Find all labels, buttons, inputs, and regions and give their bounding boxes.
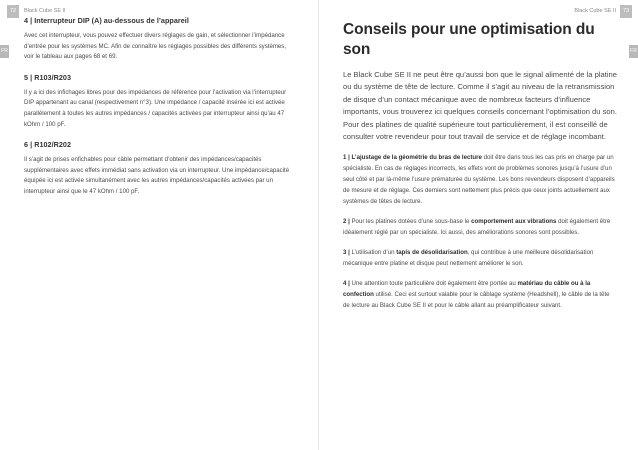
tip-keyword: comportement aux vibrations xyxy=(471,218,557,226)
section-heading-r102: 6 | R102/R202 xyxy=(24,140,72,150)
tip-keyword: L’ajustage de la géométrie du bras de lecture xyxy=(351,154,482,162)
tip-text: , qui contribue à une meilleure désolidarisation mécanique entre platine et disque peut nettement améliorer le son. xyxy=(343,249,594,268)
tip-lead: Pour les platines dotées d’une sous-base le xyxy=(349,218,472,226)
section-body-r102: Il s’agit de prises enfichables pour câble permettant d’obtenir des impédances/capacités supplémentaires avec effets immédiat sans activation via un interrupteur. Une impédance/capacité équipée ici est activée simultanément avec les autres impédances/capacités activées par un interrupteur ainsi que le 47 kOhm / 100 pF. xyxy=(24,156,290,195)
tip-lead: L’utilisation d’un xyxy=(349,249,397,257)
left-column xyxy=(24,16,294,198)
right-page xyxy=(319,0,638,450)
running-title-left: Black Cube SE II xyxy=(24,8,66,14)
tip-keyword: tapis de désolidarisation xyxy=(396,249,468,257)
tip-text: doit également être idéalement réglé par un spécialiste. Ici aussi, des améliorations sonores sont possibles. xyxy=(343,218,611,237)
tip-lead: Une attention toute particulière doit également être portée au xyxy=(349,280,518,288)
tip-number: 2 | xyxy=(343,218,350,226)
page-number-left: 72 xyxy=(7,5,19,18)
section-body-r103: Il y a ici des infichages libres pour des impédances de référence pour l’activation via l’interrupteur DIP appartenant au canal (respectivement n°3). Une impédance / capacité insérée ici est activée parallèlement à toutes les autres impédances / capacités activées par interrupteur ainsi qu’au 47 kOhm / 100 pF. xyxy=(24,88,287,128)
tip-item-1 xyxy=(343,152,617,207)
tip-item-3 xyxy=(343,247,617,269)
language-tab-right: FR xyxy=(629,45,638,58)
tip-item-2 xyxy=(343,216,617,238)
tip-text: doit être dans tous les cas pris en charge par un spécialiste. En cas de réglages incorrects, les effets vont de problèmes sonores jusqu’à l’usure d’un seul côté et par là-même l’usure prématurée du système. Les bons revendeurs disposent d’appareils de mesure et de réglage. Ces derniers sont nettement plus précis que ceux joints actuellement aux systèmes de têtes de lecture. xyxy=(343,154,615,206)
page-title: Conseils pour une optimisation du son xyxy=(343,21,595,58)
intro-paragraph: Le Black Cube SE II ne peut être qu’aussi bon que le signal alimenté de la platine ou du système de tête de lecture. Comme il s’agit au niveau de la retransmission de disque d’un contact mécanique avec de nombreux facteurs d’influence importants, vous trouverez ici quelques conseils concernant l’optimisation du son. Pour des platines de qualité supérieure tout particulièrement, il est conseillé de consulter votre revendeur pour tout travail de service et de réglage incombant. xyxy=(343,70,617,142)
section-body-dip-switch: Avec cet interrupteur, vous pouvez effectuer divers réglages de gain, et sélectionner l’impédance d’entrée pour les systèmes MC. Afin de connaître les réglages possibles des différents systèmes, voir le tableau aux pages 68 et 69. xyxy=(24,32,287,61)
tip-number: 3 | xyxy=(343,249,350,257)
right-column xyxy=(343,20,617,311)
page-number-right: 73 xyxy=(620,5,632,18)
running-title-right: Black Cube SE II xyxy=(574,8,616,14)
tip-number: 1 | xyxy=(343,154,350,162)
tip-item-4 xyxy=(343,278,617,311)
tip-number: 4 | xyxy=(343,280,350,288)
tip-keyword: matériau du câble ou à la confection xyxy=(343,280,591,299)
section-heading-r103: 5 | R103/R203 xyxy=(24,72,72,82)
language-tab-left: FR xyxy=(0,45,9,58)
tip-text: utilisé. Ceci est surtout valable pour le câblage système (Headshell), le câble de la tête de lecture au Black Cube SE II et pour le câble allant au préamplificateur suivant. xyxy=(343,291,610,310)
section-heading-dip-switch: 4 | Interrupteur DIP (A) au-dessous de l’appareil xyxy=(24,16,189,25)
